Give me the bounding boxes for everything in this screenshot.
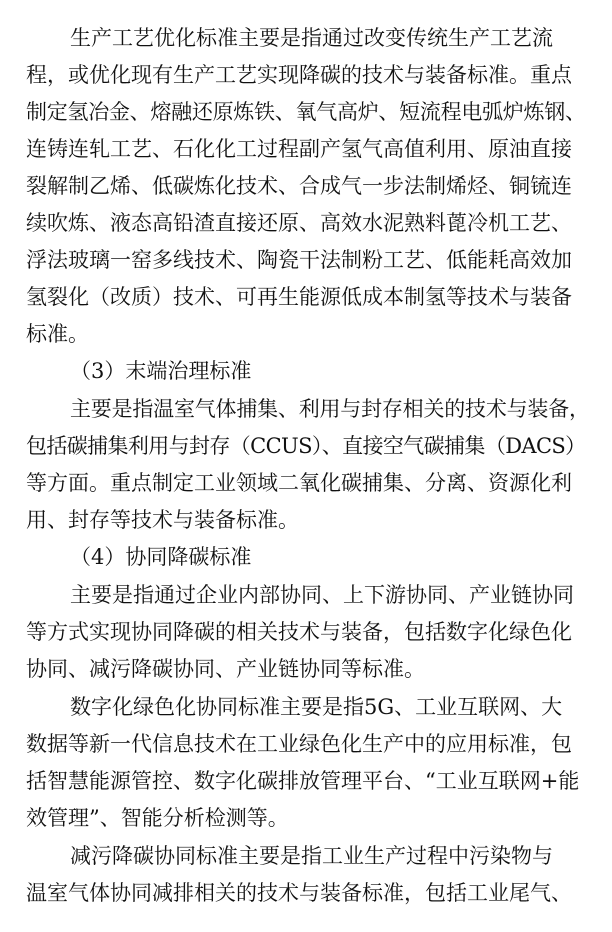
- paragraph-line: 包括碳捕集利用与封存（CCUS）、直接空气碳捕集（DACS）: [26, 434, 586, 458]
- paragraph-line: 氢裂化（改质）技术、可再生能源低成本制氢等技术与装备: [26, 285, 572, 309]
- paragraph-line: 减污降碳协同标准主要是指工业生产过程中污染物与: [70, 844, 553, 868]
- paragraph-line: 制定氢冶金、熔融还原炼铁、氧气高炉、短流程电弧炉炼钢、: [26, 100, 586, 124]
- paragraph-line: 程，或优化现有生产工艺实现降碳的技术与装备标准。重点: [26, 63, 572, 87]
- paragraph-line: 浮法玻璃一窑多线技术、陶瓷干法制粉工艺、低能耗高效加: [26, 248, 572, 272]
- paragraph-line: 数字化绿色化协同标准主要是指5G、工业互联网、大: [70, 695, 563, 719]
- paragraph-line: 数据等新一代信息技术在工业绿色化生产中的应用标准，包: [26, 732, 572, 756]
- paragraph-line: 主要是指通过企业内部协同、上下游协同、产业链协同: [70, 583, 574, 607]
- paragraph-line: 等方式实现协同降碳的相关技术与装备，包括数字化绿色化: [26, 620, 572, 644]
- paragraph-line: 标准。: [26, 322, 89, 346]
- paragraph-line: 等方面。重点制定工业领域二氧化碳捕集、分离、资源化利: [26, 471, 572, 495]
- paragraph-line: 连铸连轧工艺、石化化工过程副产氢气高值利用、原油直接: [26, 137, 572, 161]
- paragraph-line: 续吹炼、液态高铅渣直接还原、高效水泥熟料蓖冷机工艺、: [26, 211, 572, 235]
- paragraph-line: 效管理”、智能分析检测等。: [26, 806, 289, 830]
- paragraph-line: 生产工艺优化标准主要是指通过改变传统生产工艺流: [70, 26, 553, 50]
- section-heading-3: （3）末端治理标准: [70, 359, 252, 383]
- paragraph-line: 括智慧能源管控、数字化碳排放管理平台、“工业互联网+能: [26, 769, 580, 793]
- section-heading-4: （4）协同降碳标准: [70, 545, 252, 569]
- paragraph-line: 协同、减污降碳协同、产业链协同等标准。: [26, 657, 425, 681]
- paragraph-line: 裂解制乙烯、低碳炼化技术、合成气一步法制烯烃、铜锍连: [26, 174, 572, 198]
- paragraph-line: 主要是指温室气体捕集、利用与封存相关的技术与装备，: [70, 397, 590, 421]
- paragraph-line: 温室气体协同减排相关的技术与装备标准，包括工业尾气、: [26, 881, 572, 905]
- paragraph-line: 用、封存等技术与装备标准。: [26, 508, 299, 532]
